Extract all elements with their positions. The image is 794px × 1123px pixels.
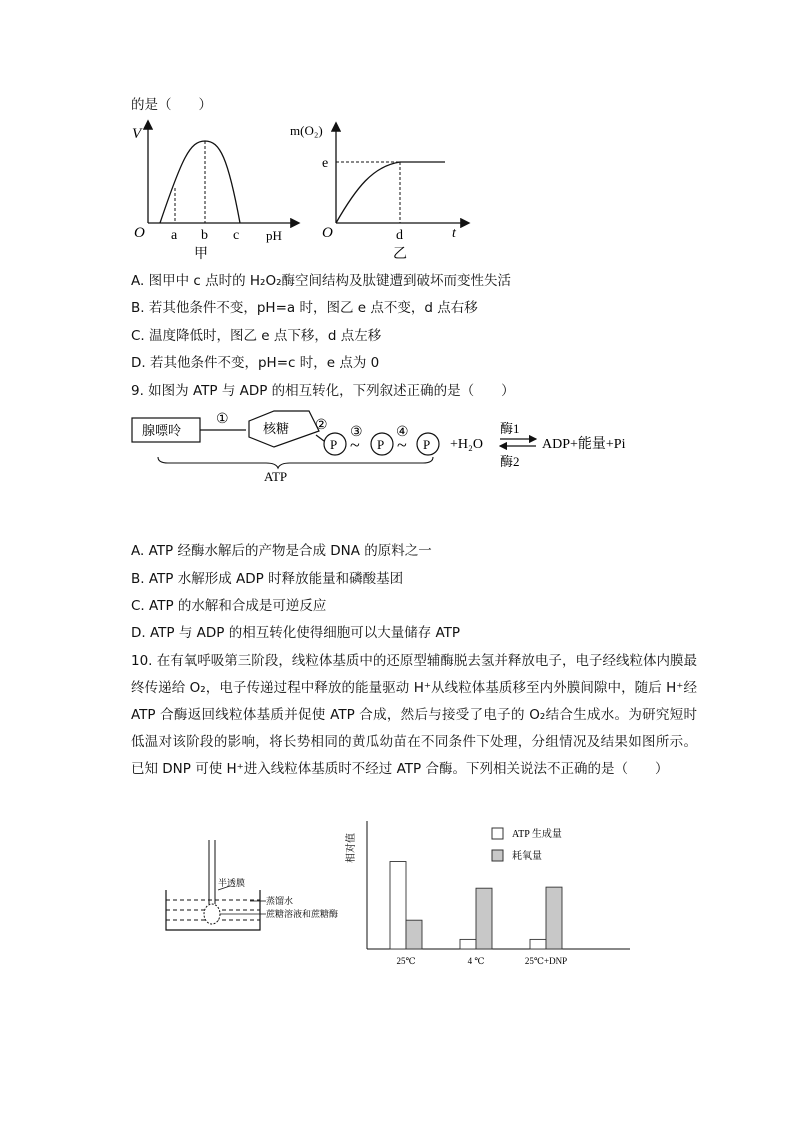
legend-label: ATP 生成量: [512, 829, 562, 840]
jia-tick-c: c: [233, 228, 240, 243]
q8-option-a: A. 图甲中 c 点时的 H₂O₂酶空间结构及肽键遭到破坏而变性失活: [131, 273, 511, 289]
x-tick-label: 25℃: [396, 956, 416, 966]
svg-text:P: P: [423, 437, 431, 452]
q8-option-d: D. 若其他条件不变，pH=c 时，e 点为 0: [131, 355, 380, 371]
q9-option-c: C. ATP 的水解和合成是可逆反应: [131, 598, 327, 614]
q9-option-a: A. ATP 经酶水解后的产物是合成 DNA 的原料之一: [131, 543, 432, 559]
yi-origin: O: [322, 225, 333, 241]
bar-atp-1: [460, 939, 476, 949]
legend-label: 耗氧量: [512, 851, 542, 862]
atp-brace-label: ATP: [264, 469, 288, 484]
adenine-label: 腺嘌呤: [142, 423, 182, 438]
yi-y-tick-e: e: [322, 156, 329, 171]
yi-caption: 乙: [393, 247, 407, 262]
jia-x-label: pH: [266, 228, 282, 243]
q8-stem-tail: 的是（ ）: [131, 97, 212, 113]
legend-swatch: [492, 828, 503, 839]
x-tick-label: 4 ℃: [467, 956, 485, 966]
tilde-2: ~: [397, 435, 407, 455]
tilde-1: ~: [350, 435, 360, 455]
bond-1: ①: [216, 412, 229, 427]
enzyme2-label: 酶2: [500, 454, 520, 469]
q8-option-b: B. 若其他条件不变，pH=a 时，图乙 e 点不变，d 点右移: [131, 300, 478, 316]
yi-x-tick-d: d: [396, 228, 403, 243]
jia-curve: [160, 141, 240, 223]
jia-tick-a: a: [171, 228, 178, 243]
membrane-label: 半透膜: [218, 878, 246, 888]
products-label: ADP+能量+Pi: [542, 437, 626, 452]
chart-y-label: 相对值: [346, 833, 357, 863]
svg-text:P: P: [330, 437, 338, 452]
q8-option-c: C. 温度降低时，图乙 e 点下移，d 点左移: [131, 328, 382, 344]
bar-atp-0: [390, 862, 406, 949]
legend-swatch: [492, 850, 503, 861]
membrane-bag: [204, 904, 220, 924]
atp-diagram: [128, 405, 648, 490]
graph-yi: [288, 118, 478, 268]
yi-x-label: t: [452, 226, 456, 241]
yi-y-label: m(O₂): [290, 123, 323, 138]
jia-origin: O: [134, 225, 145, 241]
q9-option-b: B. ATP 水解形成 ADP 时释放能量和磷酸基团: [131, 571, 404, 587]
bar-chart: [340, 815, 650, 975]
bar-oxygen-0: [406, 920, 422, 949]
bar-oxygen-1: [476, 888, 492, 949]
bar-oxygen-2: [546, 887, 562, 949]
q9-option-d: D. ATP 与 ADP 的相互转化使得细胞可以大量储存 ATP: [131, 625, 461, 641]
ribose-label: 核糖: [263, 421, 290, 436]
beaker-diagram: [160, 838, 360, 938]
enzyme1-label: 酶1: [500, 421, 520, 436]
graph-jia: [130, 118, 300, 268]
water-label: 蒸馏水: [266, 896, 294, 906]
jia-tick-b: b: [201, 228, 208, 243]
bond-2: ②: [315, 418, 328, 433]
bar-atp-2: [530, 939, 546, 949]
q10-stem: 10. 在有氧呼吸第三阶段，线粒体基质中的还原型辅酶脱去氢并释放电子，电子经线粒体内膜最终传递给 O₂，电子传递过程中释放的能量驱动 H⁺从线粒体基质移至内外膜间隙中，随后 H⁺经 ATP 合酶返回线粒体基质并促使 ATP 合成，然后与接受了电子的 O₂结合生成水。为研究短时低温对该阶段的影响，将长势相同的黄瓜幼苗在不同条件下处理，分组情况及结果如图所示。已知 DNP 可使 H⁺进入线粒体基质时不经过 ATP 合酶。下列相关说法不正确的是（ ）: [131, 653, 697, 777]
yi-curve: [336, 162, 445, 223]
water-label: +H₂O: [450, 437, 483, 452]
solution-label: 蔗糖溶液和蔗糖酶: [266, 909, 339, 919]
bond-4: ④: [396, 425, 409, 440]
atp-brace: [158, 457, 433, 468]
jia-y-label: V: [132, 126, 142, 142]
q9-stem: 9. 如图为 ATP 与 ADP 的相互转化，下列叙述正确的是（ ）: [131, 383, 515, 399]
bond-3: ③: [350, 425, 363, 440]
jia-caption: 甲: [194, 247, 208, 262]
svg-text:P: P: [377, 437, 385, 452]
x-tick-label: 25℃+DNP: [524, 956, 568, 966]
